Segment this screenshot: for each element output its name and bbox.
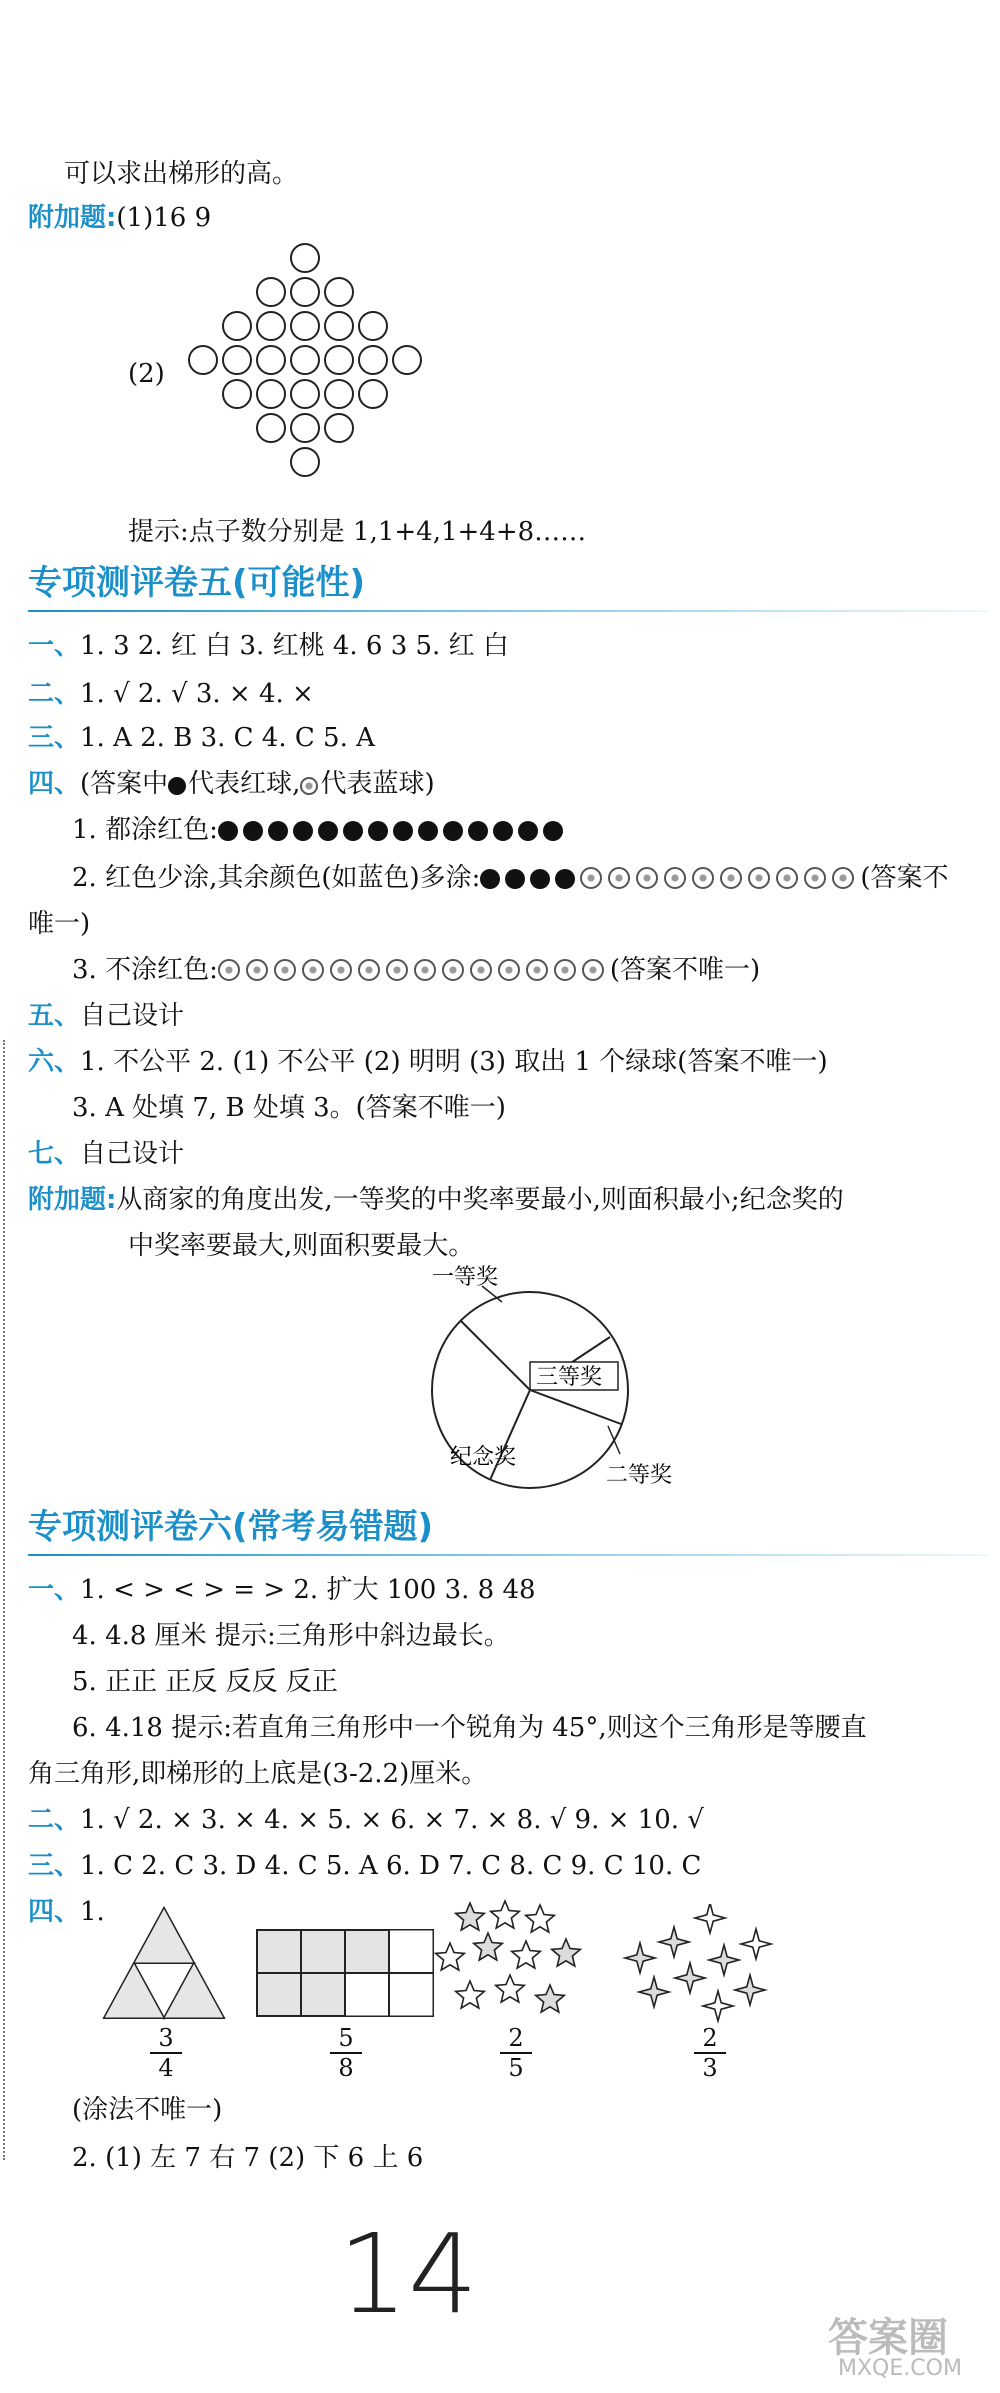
- s5-q1: [72, 812, 568, 848]
- s5-num-2: 二、: [28, 679, 81, 709]
- watermark-logo: 答案圈: [828, 2315, 948, 2361]
- s6-ans-2: 1. √ 2. × 3. × 4. × 5. × 6. × 7. × 8. √ 9. × 10. √: [80, 1805, 704, 1835]
- pattern-dot: [291, 312, 319, 340]
- pattern-dot: [359, 312, 387, 340]
- fraction-2-num: 5: [338, 2024, 354, 2052]
- blue-ball-icon: [300, 777, 318, 795]
- four-pointed-star: [659, 1927, 689, 1957]
- red-balls-row: [218, 815, 568, 845]
- pattern-dot: [291, 278, 319, 306]
- four-pointed-star: [639, 1977, 669, 2007]
- s5-line-1: [28, 628, 509, 664]
- s6-line-1c: 5. 正正 正反 反反 反正: [72, 1667, 338, 1697]
- s5-ans-5: 自己设计: [80, 1001, 185, 1031]
- red-ball: [555, 869, 575, 889]
- red-ball: [318, 821, 338, 841]
- blue-ball: [274, 959, 296, 981]
- wheel-divider-1: [460, 1320, 530, 1390]
- pattern-dot: [291, 244, 319, 272]
- blue-ball: [692, 867, 714, 889]
- s5-bonus-2: 中奖率要最大,则面积要最大。: [128, 1231, 475, 1261]
- five-pointed-star: [456, 1903, 485, 1930]
- s5-num-6: 六、: [28, 1047, 81, 1077]
- s5-q3: [72, 952, 760, 988]
- blue-ball: [582, 959, 604, 981]
- five-pointed-star: [474, 1933, 503, 1960]
- fraction-4-num: 2: [702, 2024, 718, 2052]
- s5-q2: [72, 860, 949, 896]
- red-ball: [480, 869, 500, 889]
- s5-ans-6: 1. 不公平 2. (1) 不公平 (2) 明明 (3) 取出 1 个绿球(答案不唯一): [80, 1047, 828, 1077]
- dot-pattern-diamond: [170, 240, 440, 500]
- pattern-dot: [359, 346, 387, 374]
- prize-wheel-diagram: [420, 1262, 720, 1492]
- five-pointed-star: [552, 1939, 581, 1966]
- pattern-dot: [359, 380, 387, 408]
- blue-ball: [386, 959, 408, 981]
- s6-line-1b: 4. 4.8 厘米 提示:三角形中斜边最长。: [72, 1621, 510, 1651]
- blue-ball: [720, 867, 742, 889]
- pattern-dot: [223, 346, 251, 374]
- s5-q2-tail: (答案不: [860, 863, 949, 893]
- s5-num-1: 一、: [28, 631, 81, 661]
- blue-ball: [832, 867, 854, 889]
- section-5-title: 专项测评卷五(可能性): [28, 563, 366, 603]
- s5-ans-3: 1. A 2. B 3. C 4. C 5. A: [80, 723, 375, 753]
- red-ball: [218, 821, 238, 841]
- fraction-4: [690, 2024, 730, 2082]
- red-ball: [368, 821, 388, 841]
- five-pointed-star: [496, 1975, 525, 2002]
- s5-line-3: [28, 720, 375, 756]
- blue-ball: [498, 959, 520, 981]
- four-pointed-star: [703, 1991, 733, 2021]
- red-ball: [343, 821, 363, 841]
- blue-ball: [470, 959, 492, 981]
- section-6-underline: [28, 1554, 988, 1556]
- watermark-url: MXQE.COM: [838, 2356, 962, 2381]
- s6-line-3: [28, 1848, 701, 1884]
- s6-line-1e: 角三角形,即梯形的上底是(3-2.2)厘米。: [28, 1759, 488, 1789]
- mixed-balls-row: [480, 863, 860, 893]
- red-ball: [493, 821, 513, 841]
- s6-num-1: 一、: [28, 1575, 81, 1605]
- s5-q2-wrap: 唯一): [28, 909, 91, 939]
- s6-note: (涂法不唯一): [72, 2095, 223, 2125]
- s5-ans-7: 自己设计: [80, 1139, 185, 1169]
- triangle-figure: [100, 1904, 230, 2024]
- s5-num-4: 四、: [28, 769, 81, 799]
- legend-blue: 代表蓝球): [320, 769, 435, 799]
- s5-line-4: [28, 766, 435, 802]
- legend-prefix: (答案中: [80, 769, 169, 799]
- red-ball: [543, 821, 563, 841]
- pattern-dot: [325, 312, 353, 340]
- margin-rule: [3, 1040, 5, 2160]
- blue-ball: [748, 867, 770, 889]
- s5-num-3: 三、: [28, 723, 81, 753]
- fraction-3-num: 2: [508, 2024, 524, 2052]
- s5-ans-2: 1. √ 2. √ 3. × 4. ×: [80, 679, 314, 709]
- s5-line-7: [28, 1136, 184, 1172]
- pattern-dot: [257, 380, 285, 408]
- s5-line-2: [28, 676, 314, 712]
- s6-line-4: [28, 1894, 105, 1930]
- s5-line-6b: 3. A 处填 7, B 处填 3。(答案不唯一): [72, 1093, 506, 1123]
- pattern-dot: [325, 346, 353, 374]
- pattern-dot: [393, 346, 421, 374]
- wheel-divider-3: [530, 1390, 621, 1424]
- s6-ans-1: 1. < > < > = > 2. 扩大 100 3. 8 48: [80, 1575, 536, 1605]
- s6-num-2: 二、: [28, 1805, 81, 1835]
- s5-bonus-label: 附加题:: [28, 1185, 117, 1215]
- intro-line: 可以求出梯形的高。: [64, 159, 299, 189]
- four-pointed-star: [735, 1975, 765, 2005]
- label-first-prize: 一等奖: [432, 1265, 499, 1290]
- five-pointed-star: [536, 1985, 565, 2012]
- blue-ball: [246, 959, 268, 981]
- s6-num-3: 三、: [28, 1851, 81, 1881]
- s5-num-5: 五、: [28, 1001, 81, 1031]
- s6-ans-4: 1.: [80, 1897, 105, 1927]
- blue-ball: [302, 959, 324, 981]
- s6-line-1: [28, 1572, 536, 1608]
- s5-line-6: [28, 1044, 828, 1080]
- bonus-answer-1: (1)16 9: [116, 203, 212, 233]
- s5-ans-1: 1. 3 2. 红 白 3. 红桃 4. 6 3 5. 红 白: [80, 631, 509, 661]
- five-pointed-star: [491, 1901, 520, 1928]
- legend-red: 代表红球,: [188, 769, 301, 799]
- pattern-dot: [189, 346, 217, 374]
- red-ball: [518, 821, 538, 841]
- label-third-prize: 三等奖: [536, 1365, 603, 1390]
- second-prize-leader: [608, 1426, 620, 1454]
- fraction-3: [496, 2024, 536, 2082]
- s6-ans-3: 1. C 2. C 3. D 4. C 5. A 6. D 7. C 8. C 9. C 10. C: [80, 1851, 702, 1881]
- pattern-dot: [325, 278, 353, 306]
- fraction-4-den: 3: [702, 2054, 718, 2082]
- blue-ball: [330, 959, 352, 981]
- blue-ball: [442, 959, 464, 981]
- pattern-dot: [291, 380, 319, 408]
- blue-ball: [776, 867, 798, 889]
- fraction-1-num: 3: [158, 2024, 174, 2052]
- fraction-2: [326, 2024, 366, 2082]
- s5-line-5: [28, 998, 184, 1034]
- bonus-label: 附加题:: [28, 203, 117, 233]
- five-pointed-star: [436, 1943, 465, 1970]
- fraction-3-den: 5: [508, 2054, 524, 2082]
- pattern-dot: [325, 380, 353, 408]
- pattern-dot: [291, 346, 319, 374]
- s5-q2-label: 2. 红色少涂,其余颜色(如蓝色)多涂:: [72, 863, 481, 893]
- blue-ball: [218, 959, 240, 981]
- s6-num-4: 四、: [28, 1897, 81, 1927]
- pattern-dot: [325, 414, 353, 442]
- four-pointed-star: [709, 1945, 739, 1975]
- pattern-dot: [223, 312, 251, 340]
- blue-ball: [526, 959, 548, 981]
- pattern-dot: [257, 278, 285, 306]
- blue-ball: [664, 867, 686, 889]
- red-ball: [393, 821, 413, 841]
- four-pointed-star: [675, 1963, 705, 1993]
- bonus-question-1: [28, 200, 211, 236]
- s5-q1-label: 1. 都涂红色:: [72, 815, 218, 845]
- red-ball-icon: [168, 777, 186, 795]
- s6-q2: 2. (1) 左 7 右 7 (2) 下 6 上 6: [72, 2143, 424, 2173]
- red-ball: [268, 821, 288, 841]
- pattern-dot: [257, 346, 285, 374]
- red-ball: [530, 869, 550, 889]
- blue-ball: [608, 867, 630, 889]
- red-ball: [418, 821, 438, 841]
- section-5-underline: [28, 610, 988, 612]
- blue-ball: [554, 959, 576, 981]
- bonus-part-2-label: (2): [128, 359, 165, 389]
- red-ball: [468, 821, 488, 841]
- fraction-2-den: 8: [338, 2054, 354, 2082]
- five-pointed-stars-figure: [430, 1898, 600, 2038]
- four-pointed-stars-figure: [620, 1904, 780, 2034]
- four-pointed-star: [695, 1904, 725, 1933]
- s6-line-1d: 6. 4.18 提示:若直角三角形中一个锐角为 45°,则这个三角形是等腰直: [72, 1713, 867, 1743]
- five-pointed-star: [512, 1941, 541, 1968]
- dot-hint: 提示:点子数分别是 1,1+4,1+4+8……: [128, 517, 587, 547]
- s5-q3-label: 3. 不涂红色:: [72, 955, 218, 985]
- fraction-1-den: 4: [158, 2054, 174, 2082]
- label-souvenir-prize: 纪念奖: [450, 1445, 517, 1470]
- s5-bonus-1: [28, 1182, 844, 1218]
- blue-ball: [804, 867, 826, 889]
- blue-ball: [636, 867, 658, 889]
- s5-num-7: 七、: [28, 1139, 81, 1169]
- five-pointed-star: [456, 1981, 485, 2008]
- red-ball: [243, 821, 263, 841]
- page-number-handwritten: 14: [338, 2210, 478, 2338]
- pattern-dot: [291, 414, 319, 442]
- pattern-dot: [257, 414, 285, 442]
- s6-line-2: [28, 1802, 704, 1838]
- pattern-dot: [291, 448, 319, 476]
- blue-ball: [358, 959, 380, 981]
- pattern-dot: [223, 380, 251, 408]
- pattern-dot: [257, 312, 285, 340]
- section-6-title: 专项测评卷六(常考易错题): [28, 1507, 434, 1547]
- s5-bonus-text-1: 从商家的角度出发,一等奖的中奖率要最小,则面积最小;纪念奖的: [116, 1185, 844, 1215]
- four-pointed-star: [625, 1943, 655, 1973]
- blue-ball: [414, 959, 436, 981]
- fraction-1: [146, 2024, 186, 2082]
- rectangle-grid-figure: [255, 1928, 435, 2018]
- red-ball: [293, 821, 313, 841]
- blue-ball: [580, 867, 602, 889]
- s5-q3-tail: (答案不唯一): [609, 955, 761, 985]
- label-second-prize: 二等奖: [606, 1463, 673, 1488]
- red-ball: [505, 869, 525, 889]
- four-pointed-star: [741, 1929, 771, 1959]
- blue-balls-row: [218, 955, 610, 985]
- red-ball: [443, 821, 463, 841]
- five-pointed-star: [526, 1905, 555, 1932]
